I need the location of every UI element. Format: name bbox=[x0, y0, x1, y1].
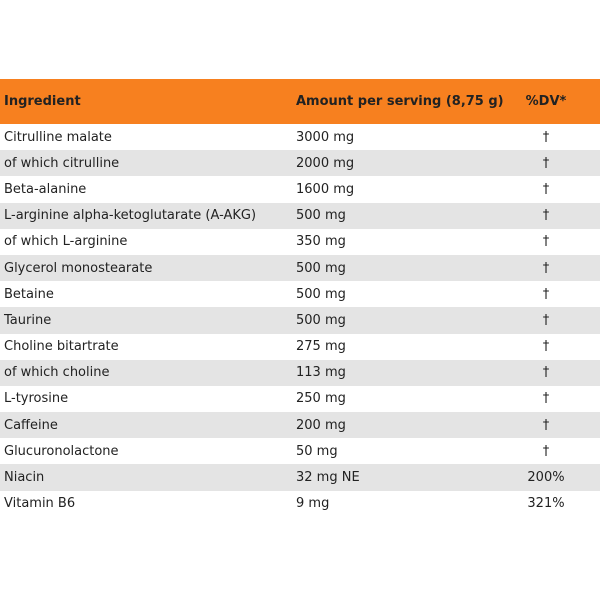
dv-cell: † bbox=[542, 391, 550, 407]
amount-cell: 3000 mg bbox=[296, 129, 355, 145]
amount-cell: 2000 mg bbox=[296, 155, 355, 171]
table-row bbox=[0, 150, 600, 176]
table-row bbox=[0, 491, 600, 517]
header-ingredient: Ingredient bbox=[4, 94, 81, 109]
amount-cell: 1600 mg bbox=[296, 181, 355, 197]
amount-cell: 500 mg bbox=[296, 260, 346, 276]
dv-cell: 321% bbox=[527, 496, 565, 512]
dv-cell: † bbox=[542, 155, 550, 171]
dv-cell: † bbox=[542, 260, 550, 276]
ingredient-cell: of which L-arginine bbox=[4, 234, 128, 250]
amount-cell: 500 mg bbox=[296, 312, 346, 328]
ingredient-cell: Niacin bbox=[4, 470, 45, 486]
dv-cell: † bbox=[542, 443, 550, 459]
dv-cell: † bbox=[542, 234, 550, 250]
table-row bbox=[0, 360, 600, 386]
ingredient-cell: Choline bitartrate bbox=[4, 339, 119, 355]
table-header bbox=[0, 79, 600, 124]
table-row bbox=[0, 124, 600, 150]
ingredient-cell: Glycerol monostearate bbox=[4, 260, 153, 276]
ingredient-cell: Vitamin B6 bbox=[4, 496, 76, 512]
ingredient-cell: of which choline bbox=[4, 365, 110, 381]
ingredient-cell: Betaine bbox=[4, 286, 54, 302]
ingredient-cell: Glucuronolactone bbox=[4, 443, 119, 459]
dv-cell: † bbox=[542, 417, 550, 433]
dv-cell: † bbox=[542, 181, 550, 197]
ingredient-cell: of which citrulline bbox=[4, 155, 120, 171]
dv-cell: † bbox=[542, 312, 550, 328]
table-row bbox=[0, 203, 600, 229]
amount-cell: 275 mg bbox=[296, 339, 346, 355]
ingredient-cell: Beta-alanine bbox=[4, 181, 87, 197]
table-row bbox=[0, 334, 600, 360]
ingredient-cell: L-tyrosine bbox=[4, 391, 69, 407]
table-row bbox=[0, 229, 600, 255]
amount-cell: 500 mg bbox=[296, 208, 346, 224]
dv-cell: † bbox=[542, 365, 550, 381]
amount-cell: 9 mg bbox=[296, 496, 330, 512]
dv-cell: † bbox=[542, 208, 550, 224]
amount-cell: 350 mg bbox=[296, 234, 346, 250]
dv-cell: † bbox=[542, 339, 550, 355]
header-amount: Amount per serving (8,75 g) bbox=[296, 94, 504, 109]
amount-cell: 32 mg NE bbox=[296, 470, 360, 486]
dv-cell: 200% bbox=[527, 470, 565, 486]
ingredient-cell: L-arginine alpha-ketoglutarate (A-AKG) bbox=[4, 208, 257, 224]
dv-cell: † bbox=[542, 286, 550, 302]
ingredient-cell: Caffeine bbox=[4, 417, 58, 433]
amount-cell: 113 mg bbox=[296, 365, 346, 381]
dv-cell: † bbox=[542, 129, 550, 145]
ingredient-cell: Citrulline malate bbox=[4, 129, 112, 145]
table-row bbox=[0, 307, 600, 333]
ingredient-cell: Taurine bbox=[4, 312, 52, 328]
amount-cell: 200 mg bbox=[296, 417, 346, 433]
table-row bbox=[0, 176, 600, 202]
table-row bbox=[0, 412, 600, 438]
table-row bbox=[0, 281, 600, 307]
table-row bbox=[0, 464, 600, 490]
amount-cell: 50 mg bbox=[296, 443, 338, 459]
table-row bbox=[0, 255, 600, 281]
table-row bbox=[0, 386, 600, 412]
supplement-facts-table bbox=[0, 79, 600, 517]
amount-cell: 250 mg bbox=[296, 391, 346, 407]
amount-cell: 500 mg bbox=[296, 286, 346, 302]
table-row bbox=[0, 438, 600, 464]
header-dv: %DV* bbox=[525, 94, 567, 109]
